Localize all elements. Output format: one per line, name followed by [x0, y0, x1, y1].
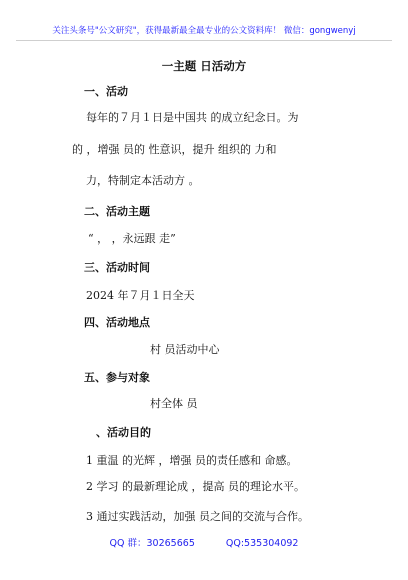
header-notice: 关注头条号"公文研究"，获得最新最全最专业的公文资料库！ 微信：gongwenyj	[52, 26, 356, 36]
section-heading-3: 三、活动时间	[84, 261, 150, 274]
paragraph-line: 的 ，增强 员的 性意识，提升 组织的 力和	[72, 143, 277, 156]
purpose-item: 2 学习 的最新理论成 ，提高 员的理论水平。	[86, 480, 305, 493]
footer-qq-number: QQ:535304092	[225, 538, 299, 549]
activity-location: 村 员活动中心	[150, 343, 220, 356]
purpose-item: 1 重温 的光辉 ，增强 员的责任感和 命感。	[86, 454, 298, 467]
section-heading-4: 四、活动地点	[84, 316, 150, 329]
paragraph-line: 每年的７月１日是中国共 的成立纪念日。为	[86, 111, 299, 124]
section-heading-2: 二、活动主题	[84, 205, 150, 218]
document-title: 一主题 日活动方	[161, 59, 247, 73]
activity-date: 2024 年７月１日全天	[86, 289, 195, 302]
theme-slogan: “ ， ，永远跟 走”	[88, 232, 176, 245]
purpose-item: 3 通过实践活动，加强 员之间的交流与合作。	[86, 510, 309, 523]
paragraph-line: 力，特制定本活动方 。	[86, 174, 200, 187]
participants: 村全体 员	[150, 397, 198, 410]
section-heading-5: 五、参与对象	[84, 371, 150, 384]
section-heading-1: 一、活动	[84, 85, 128, 98]
footer-contact	[0, 535, 408, 549]
header-divider	[16, 40, 392, 41]
section-heading-6: 、活动目的	[96, 426, 151, 439]
footer-qq-group: QQ 群：30265665	[109, 538, 195, 549]
